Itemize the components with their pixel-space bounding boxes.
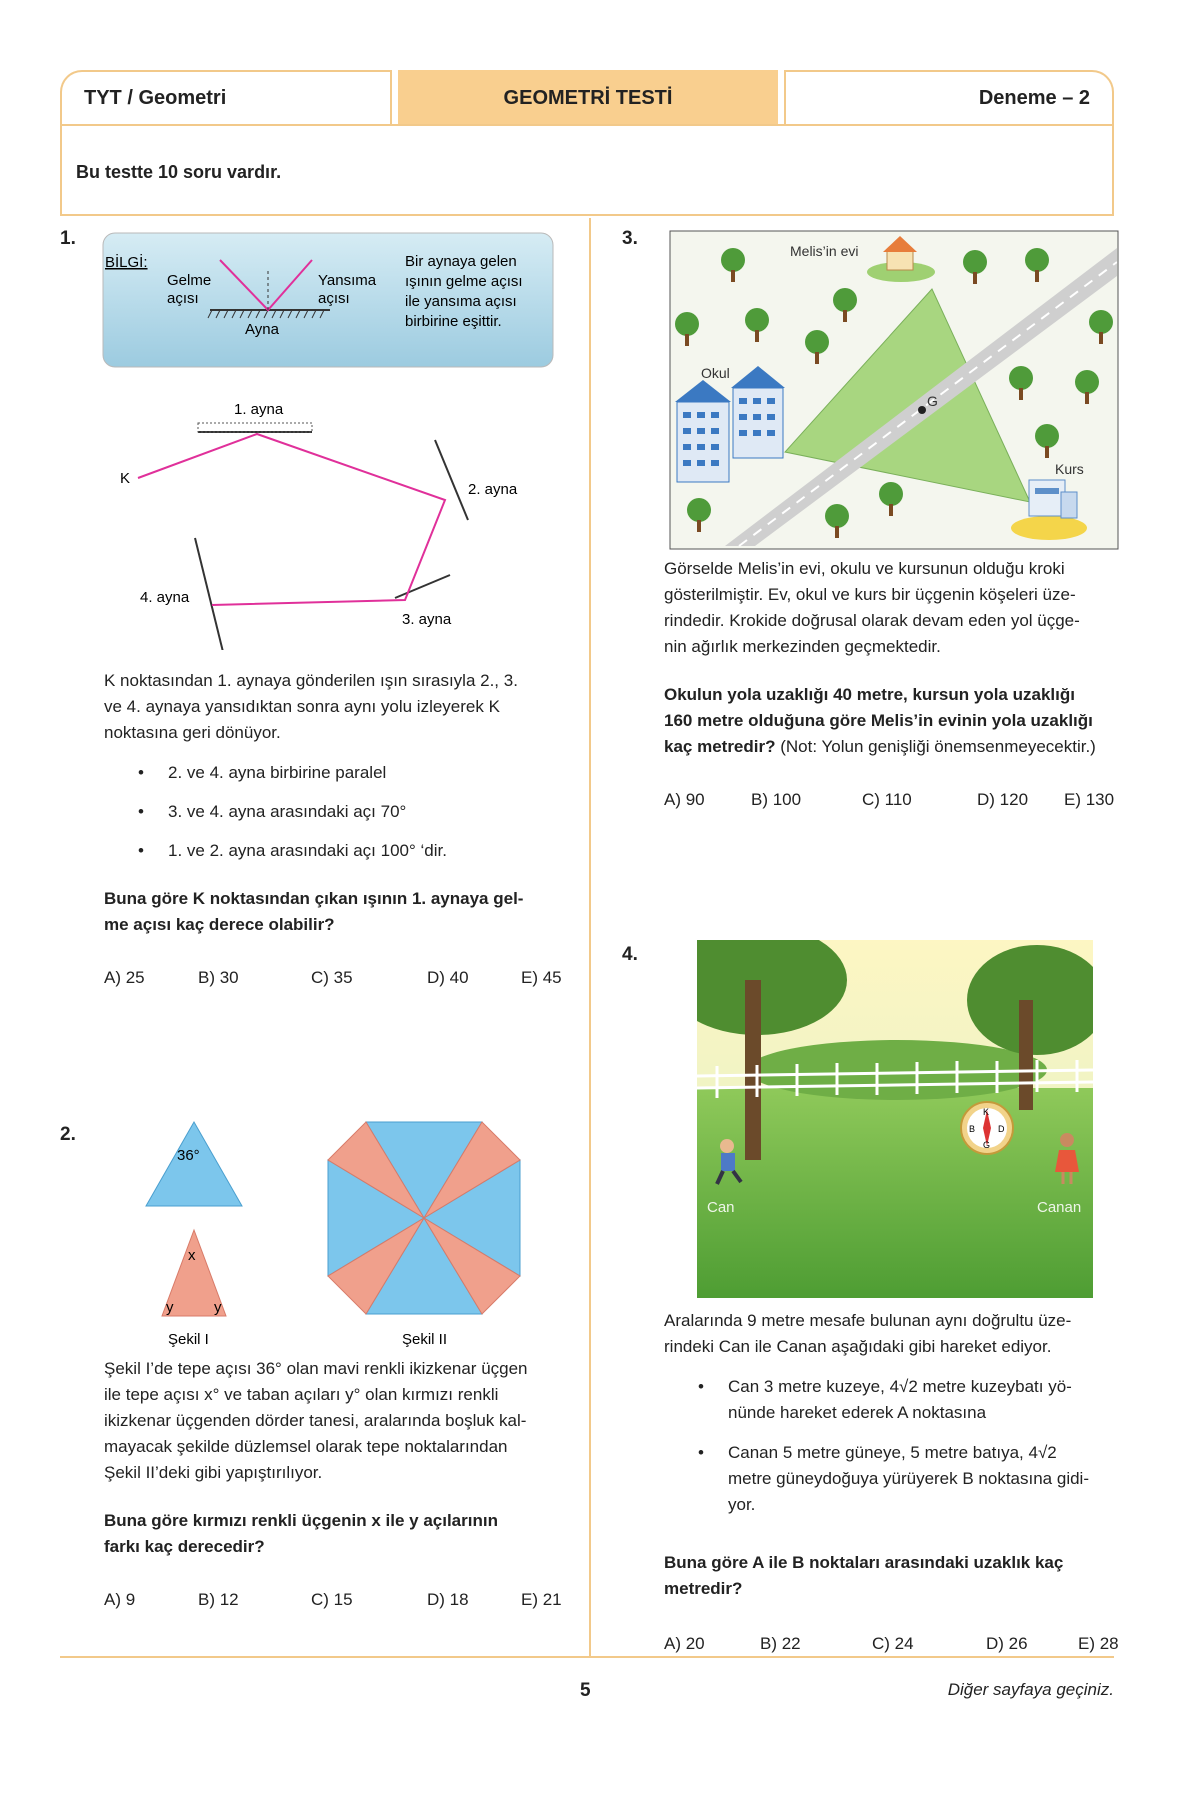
q3-choice-d[interactable]: D) 120 — [977, 790, 1029, 809]
q4-bullet-1-line-2: nünde hareket ederek A noktasına — [728, 1403, 987, 1422]
q2-choices — [104, 1590, 562, 1610]
q2-body-line-3: ikizkenar üçgenden dörder tanesi, aralarında boşluk kal- — [104, 1411, 527, 1430]
q4-choices — [664, 1634, 1119, 1654]
footer-divider — [60, 1656, 1114, 1658]
q1-question-line-1: Buna göre K noktasından çıkan ışının 1. aynaya gel- — [104, 889, 524, 908]
q4-scene — [697, 940, 1093, 1298]
q4-number: 4. — [622, 944, 638, 965]
q1-choice-a[interactable]: A) 25 — [104, 968, 145, 987]
q1-body-line-1: K noktasından 1. aynaya gönderilen ışın sırasıyla 2., 3. — [104, 671, 518, 690]
q4-choice-a[interactable]: A) 20 — [664, 1634, 705, 1653]
q2-figure-2-caption: Şekil II — [402, 1331, 448, 1348]
q1-question — [104, 886, 574, 938]
q4-body — [664, 1308, 1134, 1360]
next-page-note: Diğer sayfaya geçiniz. — [947, 1680, 1114, 1699]
q1-info-gelme: Gelme — [167, 272, 212, 289]
q1-bullet-1: • 2. ve 4. ayna birbirine paralel — [138, 760, 447, 786]
q1-mirror-1-label: 1. ayna — [234, 401, 284, 418]
q3-body-line-1: Görselde Melis’in evi, okulu ve kursunun olduğu kroki — [664, 559, 1065, 578]
q1-choice-b[interactable]: B) 30 — [198, 968, 239, 987]
q4-compass — [961, 1102, 1013, 1154]
q2-choice-e[interactable]: E) 21 — [521, 1590, 562, 1609]
q2-choice-b[interactable]: B) 12 — [198, 1590, 239, 1609]
q1-info-yansima2: açısı — [318, 290, 350, 307]
q4-choice-e[interactable]: E) 28 — [1078, 1634, 1119, 1653]
q1-mirror-2-label: 2. ayna — [468, 481, 518, 498]
intro-text: Bu testte 10 soru vardır. — [76, 162, 282, 182]
q1-bullets — [138, 760, 447, 864]
q3-body-line-2: gösterilmiştir. Ev, okul ve kurs bir üçgenin köşeleri üze- — [664, 585, 1076, 604]
header-exam-label: Deneme – 2 — [978, 86, 1090, 109]
q3-home-label: Melis’in evi — [790, 243, 859, 259]
q4-choice-d[interactable]: D) 26 — [986, 1634, 1028, 1653]
q2-x-label: x — [188, 1247, 196, 1264]
q2-question-line-2: farkı kaç derecedir? — [104, 1537, 265, 1556]
q1-question-line-2: me açısı kaç derece olabilir? — [104, 915, 335, 934]
q2-body — [104, 1356, 584, 1486]
q3-question — [664, 682, 1134, 760]
q2-apex-angle: 36° — [177, 1147, 200, 1164]
header-course-label: TYT / Geometri — [84, 86, 227, 109]
q1-choice-e[interactable]: E) 45 — [521, 968, 562, 987]
q1-bullet-3: • 1. ve 2. ayna arasındaki açı 100° ‘dir. — [138, 838, 447, 864]
q3-choice-e[interactable]: E) 130 — [1064, 790, 1115, 809]
q4-canan-label: Canan — [1037, 1199, 1082, 1216]
header-title — [398, 70, 778, 124]
q1-bullet-2: • 3. ve 4. ayna arasındaki açı 70° — [138, 799, 447, 825]
column-divider — [589, 218, 591, 1658]
q1-info-text-4: birbirine eşittir. — [405, 313, 502, 330]
q2-question — [104, 1508, 584, 1560]
q2-body-line-1: Şekil I’de tepe açısı 36° olan mavi renkli ikizkenar üçgen — [104, 1359, 528, 1378]
q1-number: 1. — [60, 228, 76, 249]
q2-number: 2. — [60, 1124, 76, 1145]
intro-box — [60, 124, 1114, 216]
q4-question-line-2: metredir? — [664, 1579, 743, 1598]
page-number: 5 — [580, 1680, 591, 1701]
q1-info-gelme2: açısı — [167, 290, 199, 307]
q4-question-line-1: Buna göre A ile B noktaları arasındaki uzaklık kaç — [664, 1553, 1064, 1572]
header-course — [60, 70, 392, 124]
q3-question-line-2: 160 metre olduğuna göre Melis’in evinin yola uzaklığı — [664, 711, 1093, 730]
q4-bullets — [698, 1374, 1128, 1518]
q4-bullet-1-line-1: • Can 3 metre kuzeye, 4√2 metre kuzeybatı yö- — [728, 1377, 1072, 1396]
q4-compass-g: G — [983, 1140, 991, 1150]
q1-mirror-diagram — [100, 390, 560, 650]
q2-choice-c[interactable]: C) 15 — [311, 1590, 353, 1609]
q1-point-k: K — [120, 470, 131, 487]
q2-choice-d[interactable]: D) 18 — [427, 1590, 469, 1609]
q3-choice-c[interactable]: C) 110 — [862, 790, 912, 809]
q4-bullet-2-line-3: yor. — [728, 1495, 756, 1514]
q1-choice-c[interactable]: C) 35 — [311, 968, 353, 987]
q1-info-ayna: Ayna — [245, 321, 279, 338]
header-title-label: GEOMETRİ TESTİ — [503, 86, 673, 109]
q4-choice-c[interactable]: C) 24 — [872, 1634, 914, 1653]
q2-figure-1-caption: Şekil I — [168, 1331, 209, 1348]
q4-bullet-2 — [698, 1440, 1128, 1518]
q1-body-line-3: noktasına geri dönüyor. — [104, 723, 281, 742]
q3-note: (Not: Yolun genişliği önemsenmeyecektir.) — [780, 737, 1096, 756]
q4-compass-d: D — [998, 1124, 1005, 1134]
q3-body-line-3: rindedir. Krokide doğrusal olarak devam eden yol üçge- — [664, 611, 1080, 630]
q4-choice-b[interactable]: B) 22 — [760, 1634, 801, 1653]
q4-bullet-1 — [698, 1374, 1128, 1426]
q4-can-label: Can — [707, 1199, 735, 1216]
q1-info-box — [100, 230, 560, 370]
q2-y-right: y — [214, 1299, 222, 1316]
q2-question-line-1: Buna göre kırmızı renkli üçgenin x ile y açılarının — [104, 1511, 498, 1530]
q3-course-label: Kurs — [1055, 461, 1084, 477]
q1-info-title: BİLGİ: — [105, 254, 148, 271]
q2-choice-a[interactable]: A) 9 — [104, 1590, 136, 1609]
q3-school-label: Okul — [701, 365, 730, 381]
q3-body — [664, 556, 1134, 660]
header-exam — [784, 70, 1114, 124]
q3-question-line-1: Okulun yola uzaklığı 40 metre, kursun yola uzaklığı — [664, 685, 1075, 704]
q3-body-line-4: nin ağırlık merkezinden geçmektedir. — [664, 637, 941, 656]
q4-compass-b: B — [969, 1124, 976, 1134]
q4-bullet-2-line-1: • Canan 5 metre güneye, 5 metre batıya, 4√2 — [728, 1443, 1057, 1462]
q4-bullet-2-line-2: metre güneydoğuya yürüyerek B noktasına gidi- — [728, 1469, 1089, 1488]
q2-body-line-2: ile tepe açısı x° ve taban açıları y° olan kırmızı renkli — [104, 1385, 499, 1404]
q1-mirror-4-label: 4. ayna — [140, 589, 190, 606]
q4-body-line-1: Aralarında 9 metre mesafe bulunan aynı doğrultu üze- — [664, 1311, 1072, 1330]
q3-map — [669, 230, 1121, 552]
q3-choices — [664, 790, 1114, 810]
q4-body-line-2: rindeki Can ile Canan aşağıdaki gibi hareket ediyor. — [664, 1337, 1052, 1356]
q4-question — [664, 1550, 1134, 1602]
q1-info-text-1: Bir aynaya gelen — [405, 253, 517, 270]
q2-y-left: y — [166, 1299, 174, 1316]
q1-choices — [104, 968, 562, 988]
q3-choice-b[interactable]: B) 100 — [751, 790, 802, 809]
q1-info-yansima: Yansıma — [318, 272, 377, 289]
q2-figures — [100, 1112, 560, 1352]
q1-body — [104, 668, 574, 746]
q1-info-text-2: ışının gelme açısı — [405, 273, 523, 290]
q3-question-line-3: kaç metredir? — [664, 737, 776, 756]
q3-choice-a[interactable]: A) 90 — [664, 790, 705, 809]
q1-body-line-2: ve 4. aynaya yansıdıktan sonra aynı yolu izleyerek K — [104, 697, 500, 716]
q2-body-line-5: Şekil II’deki gibi yapıştırılıyor. — [104, 1463, 323, 1482]
q3-number: 3. — [622, 228, 638, 249]
q1-info-text-3: ile yansıma açısı — [405, 293, 517, 310]
q1-mirror-3-label: 3. ayna — [402, 611, 452, 628]
q2-body-line-4: mayacak şekilde düzlemsel olarak tepe noktalarından — [104, 1437, 508, 1456]
q4-compass-k: K — [983, 1107, 990, 1117]
q3-centroid-label: G — [927, 393, 938, 409]
q1-choice-d[interactable]: D) 40 — [427, 968, 469, 987]
